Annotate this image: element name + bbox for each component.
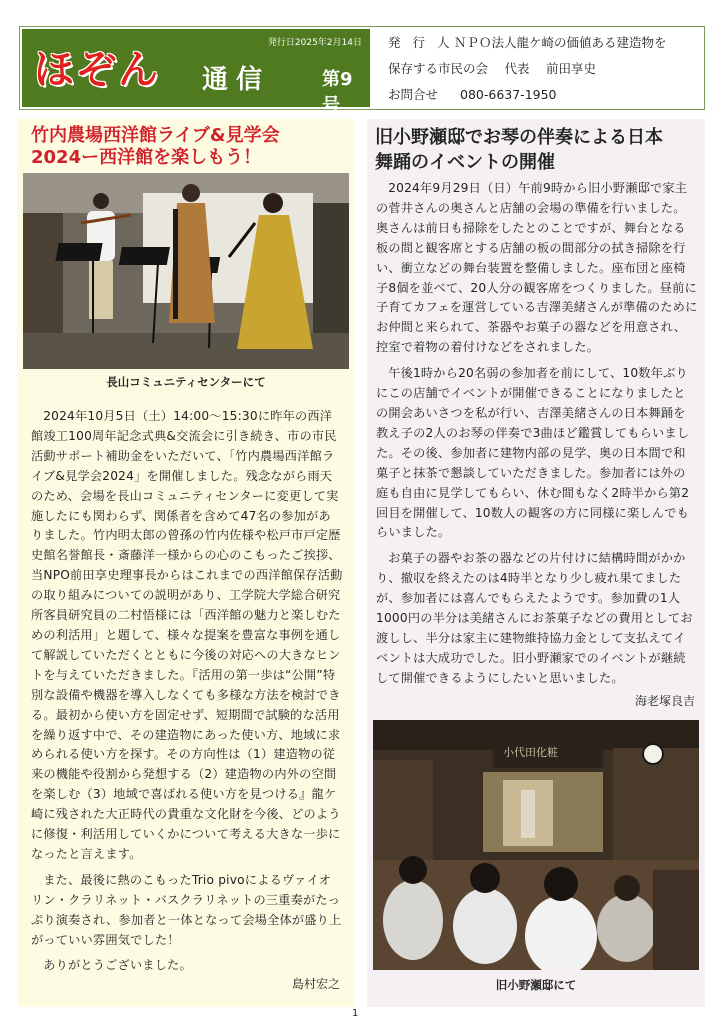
left-article-body — [31, 407, 343, 976]
newsletter-title: ほぞん — [34, 46, 160, 93]
shop-sign-text: 小代田化粧 — [503, 746, 558, 759]
right-title-line-2: 舞踊のイベントの開催 — [375, 152, 555, 173]
right-article-title — [375, 125, 697, 175]
event-photo — [373, 720, 699, 970]
contact-label: お問合せ — [388, 87, 439, 102]
concert-photo — [23, 173, 349, 369]
contact-row — [388, 85, 557, 103]
left-paragraph-2: また、最後に熱のこもったTrio pivoによるヴァイオリン・クラリネット・バスクラリネットの三重奏がたっぷり演奏され、参加者と一体となって会場全体が盛り上がっていい雰囲気でした！ — [31, 872, 342, 947]
right-article — [367, 119, 705, 1007]
newsletter-subtitle: 通信 — [202, 65, 271, 95]
left-title-line-2: 2024ー西洋館を楽しもう！ — [31, 147, 262, 168]
issue-date: 発行日2025年2月14日 — [267, 38, 362, 48]
contact-phone: 080-6637-1950 — [460, 87, 557, 102]
right-photo-caption: 旧小野瀬邸にて — [495, 978, 577, 992]
left-paragraph-1: 2024年10月5日（土）14:00～15:30に昨年の西洋館竣工100周年記念式典&交流会に引き続き、市の市民活動サポート補助金をいただいて、「竹内農場西洋館ライブ&見学会2024」を開催しました。残念ながら雨天のため、会場を長山コミュニティセンターに変更して実施したにも関わらず、関係者を含めて47名の参加がありました。竹内明太郎の曾孫の竹内佐様や松戸市戸定歴史館名誉館長・斎藤洋一様からの心のこもったご挨拶、当NPO前田享史理事長からはこれまでの西洋館保存活動の取り組みについての説明があり、工学院大学総合研究所客員研究員の二村悟様には「西洋館の魅力と楽しむための利活用」と題して、様々な提案を豊富な事例を通して解説していただくとともに今後の対応への大きなヒントを与えていただきました。『活用の第一歩は“公開”特別な設備や機器を導入しなくても多様な方法を検討できる。最初から使い方を固定せず、短期間で試験的な活用を繰り返す中で、その建造物にあった使い方、地域に求められる使い方を探す。その方向性は（1）建造物の従来の機能や役割から発想する（2）建造物の内外の空間を楽しむ（3）地域で喜ばれる使い方を見つける』龍ケ崎に残された大正時代の貴重な文化財を今後、どのように修復・利活用していくかについて考える大きな一歩になったと言えます。 — [31, 409, 343, 861]
publisher-label: 発 行 人 — [388, 35, 454, 50]
publisher-row — [388, 33, 667, 51]
right-title-line-1: 旧小野瀬邸でお琴の伴奏による日本 — [375, 127, 663, 148]
right-paragraph-1: 2024年9月29日（日）午前9時から旧小野瀬邸で家主の菅井さんの奥さんと店舗の会場の準備を行いました。奥さんは前日も掃除をしたとのことですが、舞台となる板の間と観客席とする店舗の板の間部分の拭き掃除を行い、衝立などの舞台装置を整備しました。座布団と座椅子8個を並べて、20人分の観客席をつくりました。昼前に子育てカフェを運営している吉澤美緒さんが準備のためにお仲間と来られて、茶器やお菓子の器などを用意され、控室で着物の着付けなどをされました。 — [376, 181, 698, 355]
right-article-author: 海老塚良吉 — [634, 694, 695, 708]
left-article — [17, 119, 354, 1007]
publisher-representative: 保存する市民の会 代表 前田享史 — [388, 61, 596, 76]
masthead — [19, 26, 705, 116]
page-number: 1 — [352, 1008, 359, 1019]
left-article-title — [31, 125, 343, 169]
left-paragraph-3: ありがとうございました。 — [43, 958, 192, 973]
left-article-author: 島村宏之 — [291, 977, 340, 991]
publisher-info — [382, 27, 704, 109]
right-paragraph-2: 午後1時から20名弱の参加者を前にして、10数年ぶりにこの店舗でイベントが開催できることになりましたとの開会あいさつを私が行い、吉澤美緒さんの日本舞踊を教え子の2人のお琴の伴奏で3曲ほど鑑賞してもらいました。その後、参加者に建物内部の見学、奥の日本間で和菓子と抹茶で懇談していただきました。参加者には外の庭も自由に見学してもらい、休む間もなく2時半から第2回目を開催して、10数人の観客の方に同様に楽しんでもらいました。 — [376, 366, 690, 540]
concert-photo-illustration — [23, 173, 349, 369]
left-photo-caption: 長山コミュニティセンターにて — [106, 375, 266, 389]
masthead-banner — [22, 29, 370, 116]
issue-number: 第9号 — [322, 69, 353, 116]
publisher-name: ＮＰＯ法人龍ケ崎の価値ある建造物を — [454, 35, 667, 50]
left-title-line-1: 竹内農場西洋館ライブ&見学会 — [31, 125, 280, 146]
publisher-row-2 — [388, 59, 596, 77]
right-paragraph-3: お菓子の器やお茶の器などの片付けに結構時間がかかり、撤収を終えたのは4時半となり少し疲れ果てましたが、参加者には喜んでもらえたようです。参加費の1人1000円の半分は美緒さんにお茶菓子などの費用としてお渡しし、半分は家主に建物維持協力金として支払えてイベントは大成功でした。旧小野瀬家でのイベントが継続して開催できるようにしたいと思いました。 — [376, 551, 693, 685]
right-article-body — [376, 179, 698, 689]
